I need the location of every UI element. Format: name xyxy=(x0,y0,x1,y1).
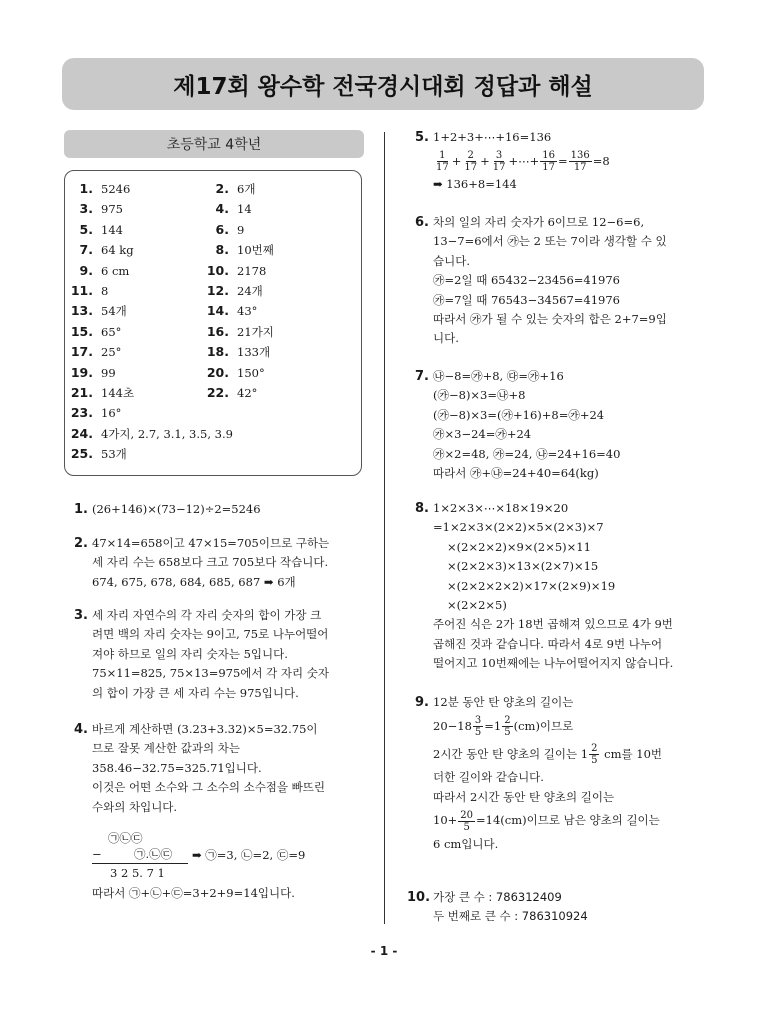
text-line: =1×2×3×(2×2)×5×(2×3)×7 xyxy=(433,520,604,535)
answer-item xyxy=(205,385,257,401)
solution-7 xyxy=(415,367,621,483)
answer-number: 24. xyxy=(70,425,93,441)
problem-number: 10. xyxy=(407,890,431,905)
problem-number: 5. xyxy=(415,130,429,145)
answer-number: 11. xyxy=(70,283,93,298)
answer-number: 23. xyxy=(70,405,93,421)
text-line: 주어진 식은 2가 18번 곱해져 있으므로 4가 9번 xyxy=(433,617,673,632)
answer-item xyxy=(205,303,257,319)
text-line: 가장 큰 수 : 786312409 xyxy=(433,890,562,904)
answer-number: 6. xyxy=(215,221,229,237)
text-line: 1×2×3×⋯×18×19×20 xyxy=(433,501,569,515)
answer-item xyxy=(69,222,123,238)
answer-item xyxy=(69,446,127,462)
text-line: (㉮−8)×3=(㉮+16)+8=㉮+24 xyxy=(433,407,605,422)
answer-number: 16. xyxy=(206,323,229,339)
text-line: ㉮=2일 때 65432−23456=41976 xyxy=(433,273,621,288)
text-line: 바르게 계산하면 (3.23+3.32)×5=32.75이 xyxy=(92,722,318,736)
solution-5 xyxy=(415,128,610,195)
text-line: ×(2×2×3)×13×(2×7)×15 xyxy=(447,559,599,574)
fraction: $\frac{2}{17}$ xyxy=(464,149,478,173)
text-line: 져야 하므로 일의 자리 숫자는 5입니다. xyxy=(92,646,288,661)
operator: =8 xyxy=(592,153,610,168)
column-divider xyxy=(384,132,385,924)
answer-number: 14. xyxy=(206,303,229,319)
answer-number: 25. xyxy=(70,446,93,462)
answer-item xyxy=(205,324,274,340)
answer-number: 15. xyxy=(70,323,93,339)
text-line: (26+146)×(73−12)÷2=5246 xyxy=(92,502,261,516)
fraction: $\frac{2}{5}$ xyxy=(504,714,511,738)
operator: + xyxy=(480,153,490,168)
text-line: 47×14=658이고 47×15=705이므로 구하는 xyxy=(92,536,330,550)
answer-number: 18. xyxy=(206,344,229,360)
fraction: $\frac{3}{5}$ xyxy=(474,714,482,738)
text-line: (㉮−8)×3=㉯+8 xyxy=(433,388,526,403)
answer-value: 25° xyxy=(101,345,122,360)
text-line: 의 합이 가장 큰 세 자리 수는 975입니다. xyxy=(92,685,299,700)
operator: + xyxy=(451,153,462,168)
solution-3 xyxy=(74,606,330,703)
text-line: ➡ 136+8=144 xyxy=(433,177,517,192)
answer-number: 21. xyxy=(70,385,93,400)
text: =14(cm)이므로 남은 양초의 길이는 xyxy=(476,813,660,828)
text-line: 13−7=6에서 ㉮는 2 또는 7이라 생각할 수 있 xyxy=(433,234,667,249)
text-line: 므로 잘못 계산한 값과의 차는 xyxy=(92,741,240,756)
text-line: 수와의 차입니다. xyxy=(92,799,178,814)
text: cm를 10번 xyxy=(600,746,662,761)
fraction: $\frac{1}{17}$ xyxy=(436,149,449,173)
answer-number: 8. xyxy=(215,242,229,258)
answer-value: 99 xyxy=(101,365,116,380)
answer-number: 12. xyxy=(206,283,229,298)
text-line: 6 cm입니다. xyxy=(433,837,499,852)
answer-number: 13. xyxy=(70,303,93,319)
text: 10+ xyxy=(433,813,458,828)
text-line: 1+2+3+⋯+16=136 xyxy=(433,130,552,144)
answer-item xyxy=(69,324,121,340)
fraction-line xyxy=(433,740,662,768)
answer-item xyxy=(69,385,134,401)
text-line: 따라서 2시간 동안 탄 양초의 길이는 xyxy=(433,789,615,804)
answer-item xyxy=(205,222,244,238)
answer-number: 22. xyxy=(206,385,229,400)
text-line: 습니다. xyxy=(433,253,470,268)
answer-number: 3. xyxy=(79,201,93,217)
fraction: $\frac{2}{5}$ xyxy=(591,742,598,766)
text-line: ×(2×2×2)×9×(2×5)×11 xyxy=(447,539,591,554)
problem-number: 1. xyxy=(74,502,88,517)
text: (cm)이므로 xyxy=(513,718,574,733)
fraction: $\frac{16}{17}$ xyxy=(542,149,555,173)
answer-value: 144 xyxy=(101,222,123,237)
answer-number: 7. xyxy=(79,242,93,258)
answer-item xyxy=(69,344,121,360)
text-line: 세 자리 자연수의 각 자리 숫자의 합이 가장 크 xyxy=(92,608,322,622)
answer-value: 24개 xyxy=(237,284,263,298)
solution-4-conclusion xyxy=(92,884,295,903)
fraction: $\frac{20}{5}$ xyxy=(460,809,474,833)
text-line: ㉮=7일 때 76543−34567=41976 xyxy=(433,292,621,307)
text-line: 더한 길이와 같습니다. xyxy=(433,770,544,785)
answer-item xyxy=(205,263,266,279)
problem-number: 7. xyxy=(415,369,429,384)
answer-number: 19. xyxy=(70,364,93,380)
solution-1 xyxy=(74,500,261,519)
answer-item xyxy=(69,303,127,319)
text-line: ㉮×2=48, ㉮=24, ㉯=24+16=40 xyxy=(433,446,621,461)
operator: = xyxy=(558,153,568,168)
answer-value: 65° xyxy=(101,324,122,339)
answer-value: 10번째 xyxy=(237,243,274,258)
answer-value: 14 xyxy=(237,202,252,217)
answer-number: 10. xyxy=(206,262,229,278)
solution-9 xyxy=(415,693,662,855)
text: 20−18 xyxy=(433,718,472,733)
answer-number: 5. xyxy=(79,221,93,237)
fraction-line xyxy=(433,807,662,835)
subtraction-result: 3 2 5. 7 1 xyxy=(110,866,165,880)
answer-value: 133개 xyxy=(237,345,271,360)
subtraction-minus: − xyxy=(92,847,102,861)
answer-item xyxy=(69,263,129,279)
problem-number: 6. xyxy=(415,215,429,230)
answer-value: 150° xyxy=(237,365,265,380)
solution-4 xyxy=(74,720,326,817)
answer-item xyxy=(69,181,130,197)
text-line: 두 번째로 큰 수 : 786310924 xyxy=(433,909,588,924)
problem-number: 8. xyxy=(415,501,429,516)
answer-item xyxy=(69,426,233,442)
text-line: 떨어지고 10번째에는 나누어떨어지지 않습니다. xyxy=(433,656,674,671)
problem-number: 4. xyxy=(74,722,88,737)
text-line: 이것은 어떤 소수와 그 소수의 소수점을 빠뜨린 xyxy=(92,780,326,795)
answer-value: 16° xyxy=(101,406,122,421)
fraction: $\frac{136}{17}$ xyxy=(570,149,590,173)
answer-item xyxy=(205,283,263,299)
text: 2시간 동안 탄 양초의 길이는 1 xyxy=(433,746,589,761)
fraction: $\frac{3}{17}$ xyxy=(492,149,506,173)
subtraction-answer: ➡ ㉠=3, ㉡=2, ㉢=9 xyxy=(192,848,306,862)
text-line: 674, 675, 678, 684, 685, 687 ➡ 6개 xyxy=(92,574,296,589)
problem-number: 9. xyxy=(415,695,429,710)
answer-number: 17. xyxy=(70,344,93,360)
answer-value: 9 xyxy=(237,222,245,237)
answer-value: 64 kg xyxy=(101,243,134,258)
answer-value: 4가지, 2.7, 3.1, 3.5, 3.9 xyxy=(101,426,233,441)
answer-item xyxy=(69,201,123,217)
page-title: 제17회 왕수학 전국경시대회 정답과 해설 xyxy=(62,58,704,110)
answer-number: 9. xyxy=(79,262,93,278)
operator: +⋯+ xyxy=(508,153,540,168)
problem-number: 2. xyxy=(74,536,88,551)
solution-10 xyxy=(407,888,588,927)
answer-item xyxy=(69,283,108,299)
text-line: ㉯−8=㉮+8, ㉰=㉮+16 xyxy=(433,369,564,383)
answer-item xyxy=(69,365,116,381)
answer-number: 20. xyxy=(206,364,229,380)
page-number: - 1 - xyxy=(370,944,398,958)
answer-value: 6 cm xyxy=(101,263,130,278)
text-line: 75×11=825, 75×13=975에서 각 자리 숫자 xyxy=(92,666,330,681)
answer-value: 54개 xyxy=(101,304,127,319)
fraction-line xyxy=(433,147,610,175)
subtraction-middle: ㉠.㉡㉢ xyxy=(134,847,173,861)
answer-number: 4. xyxy=(215,201,229,217)
grade-label: 초등학교 4학년 xyxy=(64,130,364,158)
text-line: ㉮×3−24=㉮+24 xyxy=(433,427,532,442)
answer-item xyxy=(205,242,274,258)
text-line: ×(2×2×2×2)×17×(2×9)×19 xyxy=(447,578,616,593)
fraction-line xyxy=(433,712,662,740)
answer-value: 2178 xyxy=(237,263,267,278)
answer-value: 42° xyxy=(237,386,258,400)
answer-box xyxy=(64,170,362,476)
answer-value: 8 xyxy=(101,284,109,298)
answer-number: 1. xyxy=(79,181,93,196)
text-line: 따라서 ㉮+㉯=24+40=64(kg) xyxy=(433,465,599,480)
answer-number: 2. xyxy=(215,181,229,196)
text-line: 차의 일의 자리 숫자가 6이므로 12−6=6, xyxy=(433,215,645,229)
answer-value: 43° xyxy=(237,304,258,319)
text-line: 려면 백의 자리 숫자는 9이고, 75로 나누어떨어 xyxy=(92,627,329,642)
answer-item xyxy=(69,405,121,421)
solution-2 xyxy=(74,534,330,592)
answer-item xyxy=(205,365,265,381)
problem-number: 3. xyxy=(74,608,88,623)
solution-8 xyxy=(415,499,674,674)
answer-item xyxy=(205,181,255,197)
subtraction-line xyxy=(92,863,188,864)
text-line: 따라서 ㉠+㉡+㉢=3+2+9=14입니다. xyxy=(92,886,295,900)
answer-value: 144초 xyxy=(101,386,135,400)
answer-item xyxy=(205,344,270,360)
text-line: 곱해진 것과 같습니다. 따라서 4로 9번 나누어 xyxy=(433,636,663,651)
answer-value: 21가지 xyxy=(237,324,274,339)
answer-value: 975 xyxy=(101,202,123,217)
text-line: ×(2×2×5) xyxy=(447,597,507,612)
text-line: 358.46−32.75=325.71입니다. xyxy=(92,760,262,775)
text-line: 니다. xyxy=(433,331,459,346)
answer-item xyxy=(205,201,252,217)
solution-6 xyxy=(415,213,667,349)
subtraction-top: ㉠㉡㉢ xyxy=(108,831,143,845)
text-line: 따라서 ㉮가 될 수 있는 숫자의 합은 2+7=9입 xyxy=(433,311,667,326)
text-line: 12분 동안 탄 양초의 길이는 xyxy=(433,695,574,709)
answer-item xyxy=(69,242,134,258)
answer-value: 6개 xyxy=(237,182,256,196)
text: =1 xyxy=(484,718,502,733)
answer-value: 5246 xyxy=(101,182,131,196)
answer-value: 53개 xyxy=(101,447,127,462)
text-line: 세 자리 수는 658보다 크고 705보다 작습니다. xyxy=(92,555,329,570)
